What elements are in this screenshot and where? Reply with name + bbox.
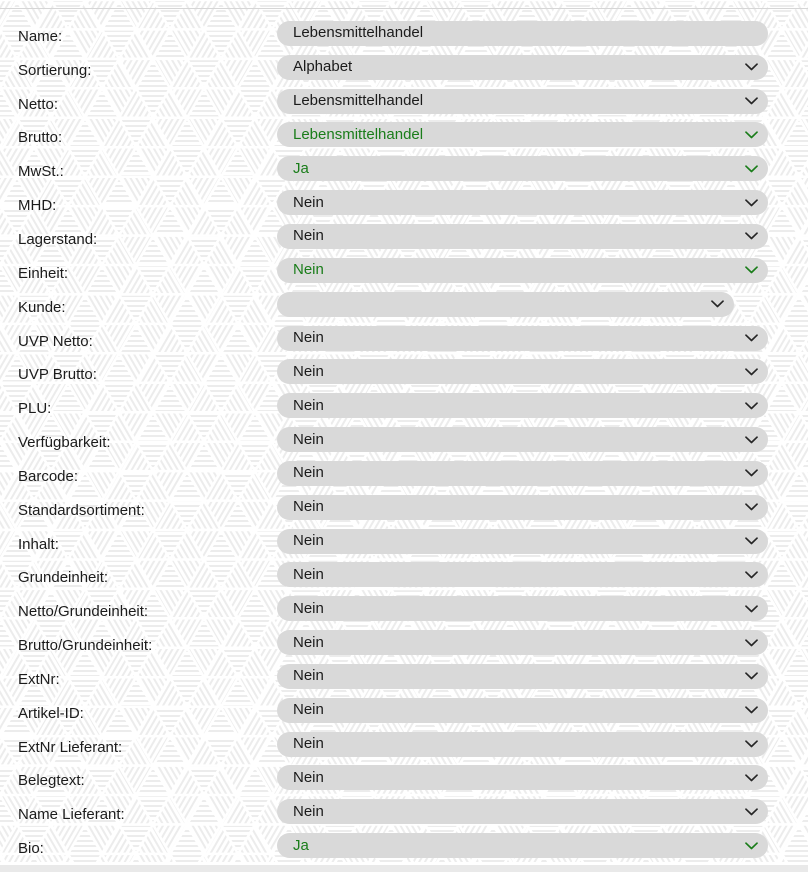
field-label: UVP Netto: xyxy=(18,332,93,350)
form-row xyxy=(0,152,808,186)
field-label: ExtNr Lieferant: xyxy=(18,738,123,756)
chevron-down-icon xyxy=(745,97,758,105)
form-row xyxy=(0,253,808,287)
field-label: Brutto/Grundeinheit: xyxy=(18,637,153,655)
settings-form xyxy=(0,17,808,863)
field-label: Belegtext: xyxy=(18,772,85,790)
field-label: Name: xyxy=(18,27,63,45)
chevron-down-icon xyxy=(745,131,758,139)
chevron-down-icon xyxy=(745,503,758,511)
field-value: Nein xyxy=(293,565,324,583)
form-row xyxy=(0,829,808,863)
field-label: Einheit: xyxy=(18,264,69,282)
chevron-down-icon xyxy=(745,774,758,782)
chevron-down-icon xyxy=(745,639,758,647)
chevron-down-icon xyxy=(745,266,758,274)
field-label: Barcode: xyxy=(18,467,79,485)
form-row xyxy=(0,50,808,84)
field-label: MwSt.: xyxy=(18,163,64,181)
dropdown-uvp-netto[interactable] xyxy=(277,326,768,351)
field-value: Nein xyxy=(293,396,324,414)
form-row xyxy=(0,626,808,660)
field-value: Nein xyxy=(293,498,324,516)
dropdown-uvp-brutto[interactable] xyxy=(277,359,768,384)
field-value: Nein xyxy=(293,261,324,279)
dropdown-bio[interactable] xyxy=(277,833,768,858)
form-row xyxy=(0,727,808,761)
field-label: Netto: xyxy=(18,95,59,113)
chevron-down-icon xyxy=(745,165,758,173)
field-value: Nein xyxy=(293,430,324,448)
field-value: Nein xyxy=(293,362,324,380)
field-value: Nein xyxy=(293,532,324,550)
field-label: Brutto: xyxy=(18,129,63,147)
dropdown-extnr[interactable] xyxy=(277,664,768,689)
form-row xyxy=(0,490,808,524)
chevron-down-icon xyxy=(745,842,758,850)
dropdown-plu[interactable] xyxy=(277,393,768,418)
dropdown-belegtext[interactable] xyxy=(277,765,768,790)
chevron-down-icon xyxy=(711,300,724,308)
form-row xyxy=(0,321,808,355)
form-row xyxy=(0,118,808,152)
field-label: Verfügbarkeit: xyxy=(18,434,111,452)
chevron-down-icon xyxy=(745,63,758,71)
field-label: Lagerstand: xyxy=(18,230,98,248)
field-value: Ja xyxy=(293,836,309,854)
dropdown-name-lieferant[interactable] xyxy=(277,799,768,824)
field-value: Nein xyxy=(293,599,324,617)
dropdown-brutto[interactable] xyxy=(277,122,768,147)
field-label: UVP Brutto: xyxy=(18,366,97,384)
field-label: Kunde: xyxy=(18,298,66,316)
field-label: Artikel-ID: xyxy=(18,704,84,722)
form-row xyxy=(0,220,808,254)
chevron-down-icon xyxy=(745,571,758,579)
dropdown-artikel-id[interactable] xyxy=(277,698,768,723)
form-row xyxy=(0,456,808,490)
field-label: PLU: xyxy=(18,400,52,418)
chevron-down-icon xyxy=(745,368,758,376)
top-divider xyxy=(0,8,808,9)
dropdown-brutto-grundeinheit[interactable] xyxy=(277,630,768,655)
form-row xyxy=(0,558,808,592)
field-label: MHD: xyxy=(18,197,57,215)
input-name[interactable] xyxy=(277,21,768,46)
chevron-down-icon xyxy=(745,334,758,342)
field-value: Alphabet xyxy=(293,58,353,76)
field-label: Netto/Grundeinheit: xyxy=(18,603,149,621)
chevron-down-icon xyxy=(745,605,758,613)
field-value: Nein xyxy=(293,633,324,651)
chevron-down-icon xyxy=(745,199,758,207)
field-label: Bio: xyxy=(18,840,44,858)
dropdown-inhalt[interactable] xyxy=(277,529,768,554)
field-value: Nein xyxy=(293,329,324,347)
dropdown-grundeinheit[interactable] xyxy=(277,562,768,587)
dropdown-sortierung[interactable] xyxy=(277,55,768,80)
form-row xyxy=(0,17,808,51)
form-row xyxy=(0,660,808,694)
form-row xyxy=(0,423,808,457)
field-value: Nein xyxy=(293,193,324,211)
field-value: Lebensmittelhandel xyxy=(293,24,424,42)
chevron-down-icon xyxy=(745,537,758,545)
form-row xyxy=(0,693,808,727)
form-row xyxy=(0,355,808,389)
chevron-down-icon xyxy=(745,402,758,410)
field-label: Sortierung: xyxy=(18,61,92,79)
field-value: Nein xyxy=(293,701,324,719)
field-value: Nein xyxy=(293,227,324,245)
chevron-down-icon xyxy=(745,706,758,714)
dropdown-kunde[interactable] xyxy=(277,292,734,317)
field-value: Nein xyxy=(293,667,324,685)
dropdown-extnr-lieferant[interactable] xyxy=(277,732,768,757)
field-value: Nein xyxy=(293,735,324,753)
field-label: ExtNr: xyxy=(18,670,60,688)
dropdown-barcode[interactable] xyxy=(277,461,768,486)
chevron-down-icon xyxy=(745,232,758,240)
dropdown-verfügbarkeit[interactable] xyxy=(277,427,768,452)
field-label: Name Lieferant: xyxy=(18,806,125,824)
form-row xyxy=(0,795,808,829)
form-row xyxy=(0,186,808,220)
dropdown-netto-grundeinheit[interactable] xyxy=(277,596,768,621)
field-value: Nein xyxy=(293,768,324,786)
chevron-down-icon xyxy=(745,808,758,816)
form-row xyxy=(0,524,808,558)
field-value: Nein xyxy=(293,464,324,482)
form-row xyxy=(0,287,808,321)
form-row xyxy=(0,761,808,795)
chevron-down-icon xyxy=(745,740,758,748)
field-label: Standardsortiment: xyxy=(18,501,145,519)
dropdown-einheit[interactable] xyxy=(277,258,768,283)
chevron-down-icon xyxy=(745,469,758,477)
dropdown-lagerstand[interactable] xyxy=(277,224,768,249)
dropdown-mwst[interactable] xyxy=(277,156,768,181)
field-value: Lebensmittelhandel xyxy=(293,125,424,143)
dropdown-netto[interactable] xyxy=(277,89,768,114)
field-value: Ja xyxy=(293,159,309,177)
chevron-down-icon xyxy=(745,436,758,444)
chevron-down-icon xyxy=(745,672,758,680)
form-row xyxy=(0,389,808,423)
form-row xyxy=(0,592,808,626)
dropdown-mhd[interactable] xyxy=(277,190,768,215)
dropdown-standardsortiment[interactable] xyxy=(277,495,768,520)
field-label: Grundeinheit: xyxy=(18,569,109,587)
field-value: Lebensmittelhandel xyxy=(293,92,424,110)
field-value: Nein xyxy=(293,802,324,820)
field-label: Inhalt: xyxy=(18,535,59,553)
bottom-bar xyxy=(0,865,808,872)
form-row xyxy=(0,84,808,118)
